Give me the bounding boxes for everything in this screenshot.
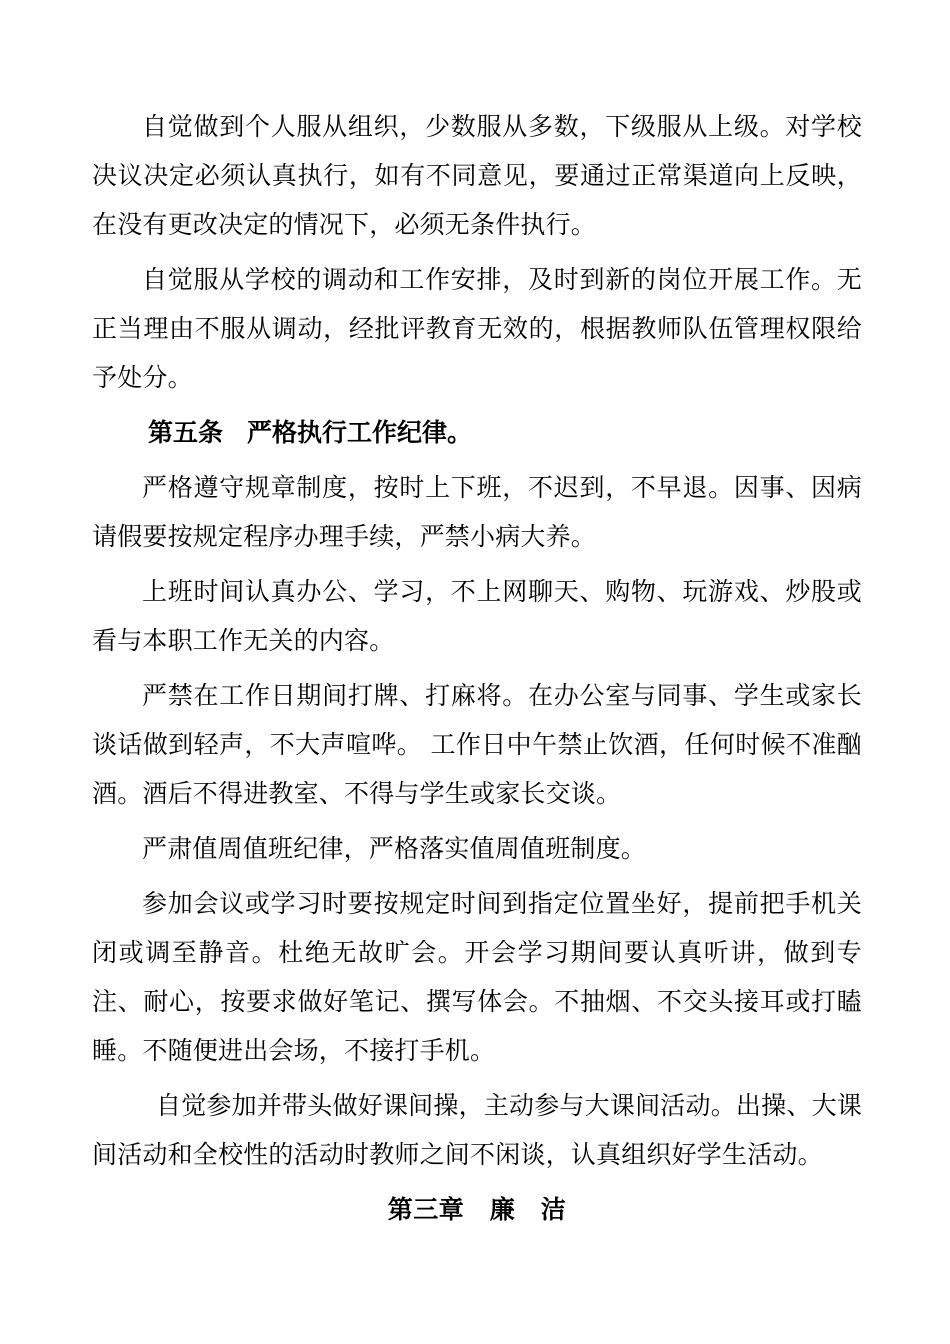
- section-heading-article-5: [148, 408, 862, 457]
- chapter-heading: [92, 1185, 862, 1234]
- chapter-number: 第三章: [387, 1195, 465, 1224]
- section-number: 第五条: [148, 418, 224, 447]
- paragraph-exercises: 自觉参加并带头做好课间操，主动参与大课间活动。出操、大课间活动和全校性的活动时教师之间不闲谈，认真组织好学生活动。: [92, 1091, 862, 1169]
- paragraph-rules-attendance: 严格遵守规章制度，按时上下班，不迟到，不早退。因事、因病请假要按规定程序办理手续，严禁小病大养。: [92, 473, 862, 551]
- paragraph-work-hours: 上班时间认真办公、学习，不上网聊天、购物、玩游戏、炒股或看与本职工作无关的内容。: [92, 577, 862, 655]
- paragraph-obey-transfer: 自觉服从学校的调动和工作安排，及时到新的岗位开展工作。无正当理由不服从调动，经批评教育无效的，根据教师队伍管理权限给予处分。: [92, 265, 862, 392]
- paragraph-conduct-drinking: 严禁在工作日期间打牌、打麻将。在办公室与同事、学生或家长谈话做到轻声，不大声喧哗。 工作日中午禁止饮酒，任何时候不准酗酒。酒后不得进教室、不得与学生或家长交谈。: [92, 681, 862, 808]
- chapter-title: 廉 洁: [489, 1195, 567, 1224]
- document-body: [92, 102, 862, 1234]
- paragraph-obey-organization: 自觉做到个人服从组织，少数服从多数，下级服从上级。对学校决议决定必须认真执行，如有不同意见，要通过正常渠道向上反映，在没有更改决定的情况下，必须无条件执行。: [92, 112, 862, 239]
- section-title: 严格执行工作纪律。: [247, 418, 473, 447]
- paragraph-meetings: 参加会议或学习时要按规定时间到指定位置坐好，提前把手机关闭或调至静音。杜绝无故旷会。开会学习期间要认真听讲，做到专注、耐心，按要求做好笔记、撰写体会。不抽烟、不交头接耳或打瞌睡。不随便进出会场，不接打手机。: [92, 889, 862, 1065]
- paragraph-duty-rota: 严肃值周值班纪律，严格落实值周值班制度。: [142, 834, 647, 863]
